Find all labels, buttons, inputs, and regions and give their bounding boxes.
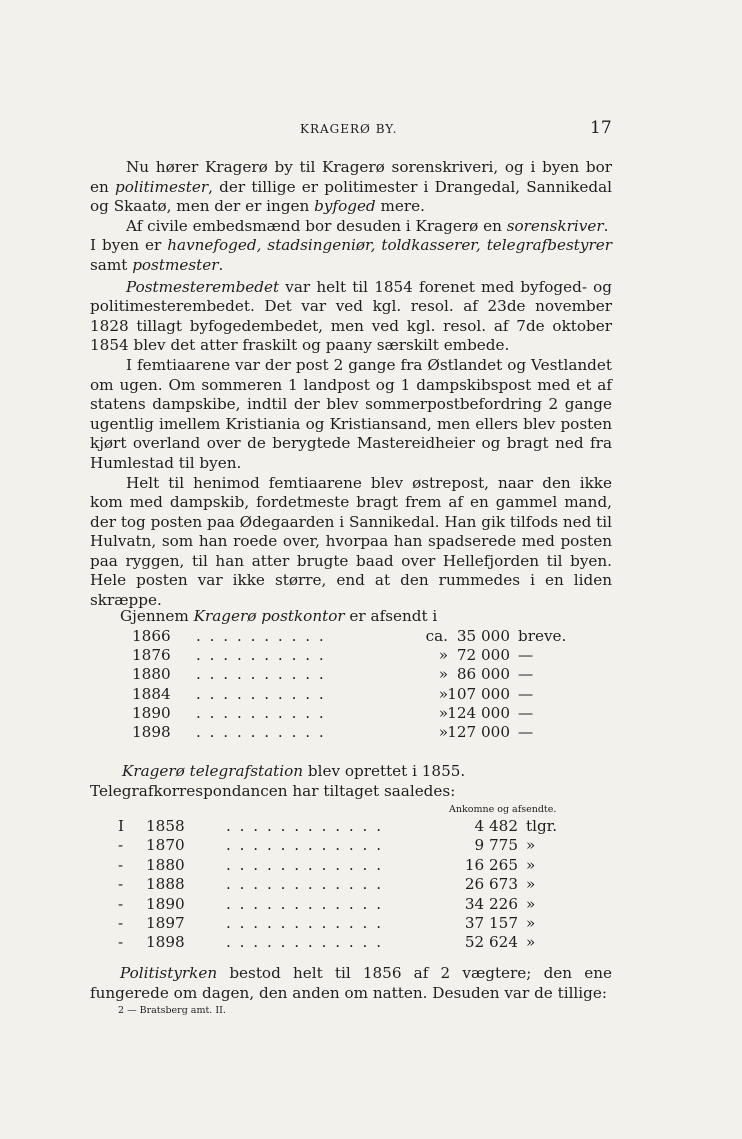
paragraph-oestrepost: Helt til henimod femtiaarene blev østrepost, naar den ikke kom med dampskib, fordetmeste bragt frem af en gammel mand, der tog posten paa Ødegaarden i Sannikedal. Han gik tilfods ned til Hulvatn, som han roede over, hvorpaa han spadserede med posten paa ryggen, til han atter brugte baad over Hellefjorden til byen. Hele posten var ikke større, end at den rummedes i en liden skræppe. [90, 473, 612, 610]
page-header [0, 118, 742, 142]
count-cell: 86 000 [456, 665, 510, 684]
unit-cell: » [526, 855, 536, 874]
unit-cell: — [518, 703, 534, 722]
prefix-cell: - [118, 933, 124, 952]
page-number: 17 [590, 118, 612, 138]
count-cell: 34 226 [464, 894, 518, 913]
count-cell: 16 265 [464, 855, 518, 874]
year-cell: 1858 [146, 817, 185, 835]
post-table-intro: Gjennem Kragerø postkontor er afsendt i [120, 607, 438, 625]
unit-cell: » [526, 836, 536, 855]
table-row [132, 665, 572, 684]
year-cell: 1880 [132, 665, 171, 684]
prefix-cell: - [118, 836, 124, 855]
signature-footer: 2 — Bratsberg amt. II. [118, 1005, 226, 1016]
count-cell: 72 000 [456, 646, 510, 665]
table-row [118, 817, 578, 836]
unit-cell: breve. [518, 627, 567, 645]
count-cell: 35 000 [456, 627, 510, 645]
year-cell: 1898 [132, 722, 171, 741]
post-table [132, 627, 572, 742]
unit-cell: » [526, 894, 536, 913]
year-cell: 1866 [132, 627, 171, 645]
telegraf-column-header: Ankomne og afsendte. [449, 804, 557, 815]
unit-cell: — [518, 665, 534, 684]
leader-dots: . . . . . . . . . . . . [226, 913, 384, 932]
unit-cell: » [526, 875, 536, 894]
leader-dots: . . . . . . . . . . . . [226, 855, 384, 874]
table-row [118, 875, 578, 894]
telegraf-table [118, 817, 578, 953]
prefix-cell: - [118, 913, 124, 932]
table-row [118, 914, 578, 933]
count-cell: 9 775 [474, 836, 518, 855]
table-row [118, 895, 578, 914]
year-cell: 1898 [146, 933, 185, 952]
leader-dots: . . . . . . . . . . [196, 684, 326, 703]
year-cell: 1880 [146, 855, 185, 874]
table-row [132, 627, 572, 646]
paragraph-postmesterembedet: Postmesterembedet var helt til 1854 forenet med byfoged- og politimesterembedet. Det var ved kgl. resol. af 23de november 1828 tillagt byfogedembedet, men ved kgl. resol. af 7de oktober 1854 blev det atter fraskilt og paany særskilt embede. [90, 277, 612, 355]
unit-cell: — [518, 684, 534, 703]
unit-cell: — [518, 646, 534, 665]
leader-dots: . . . . . . . . . . . . [226, 836, 384, 855]
prefix-cell: » [438, 646, 448, 665]
table-row [132, 685, 572, 704]
leader-dots: . . . . . . . . . . . . [226, 894, 384, 913]
prefix-cell: » [438, 722, 448, 741]
prefix-cell: - [118, 875, 124, 894]
paragraph-politimester: Nu hører Kragerø by til Kragerø sorenskriveri, og i byen bor en politimester, der tillige er politimester i Drangedal, Sannikedal og Skaatø, men der er ingen byfoged mere. [90, 158, 612, 216]
year-cell: 1897 [146, 913, 185, 932]
count-cell: 26 673 [464, 875, 518, 894]
leader-dots: . . . . . . . . . . . . [226, 875, 384, 894]
unit-cell: tlgr. [526, 817, 558, 835]
prefix-cell: » [438, 703, 448, 722]
prefix-cell: - [118, 855, 124, 874]
year-cell: 1884 [132, 684, 171, 703]
prefix-cell: » [438, 684, 448, 703]
prefix-cell: - [118, 894, 124, 913]
prefix-cell: I [118, 817, 124, 835]
running-title: KRAGERØ BY. [300, 122, 398, 136]
table-row [118, 856, 578, 875]
count-cell: 4 482 [474, 817, 518, 835]
table-row [132, 704, 572, 723]
leader-dots: . . . . . . . . . . [196, 665, 326, 684]
year-cell: 1876 [132, 646, 171, 665]
count-cell: 52 624 [464, 933, 518, 952]
year-cell: 1890 [132, 703, 171, 722]
table-row [118, 836, 578, 855]
unit-cell: » [526, 933, 536, 952]
leader-dots: . . . . . . . . . . [196, 703, 326, 722]
paragraph-post-history: I femtiaarene var der post 2 gange fra Østlandet og Vestlandet om ugen. Om sommeren 1 landpost og 1 dampskibspost med et af statens dampskibe, indtil der blev sommerpostbefordring 2 gange ugentlig imellem Kristiania og Kristiansand, men ellers blev posten kjørt overland over de berygtede Mastereidheier og bragt ned fra Humlestad til byen. [90, 355, 612, 472]
count-cell: 37 157 [464, 913, 518, 932]
table-row [132, 646, 572, 665]
closing-paragraph: Politistyrken bestod helt til 1856 af 2 vægtere; den ene fungerede om dagen, den anden om natten. Desuden var de tillige: [90, 964, 612, 1002]
body-text [90, 158, 612, 611]
count-cell: 107 000 [447, 684, 510, 703]
year-cell: 1888 [146, 875, 185, 894]
year-cell: 1890 [146, 894, 185, 913]
table-row [132, 723, 572, 742]
count-cell: 124 000 [447, 703, 510, 722]
table-row [118, 933, 578, 952]
telegraf-intro: Kragerø telegrafstation blev oprettet i 1855. Telegrafkorrespondancen har tiltaget saaledes: [90, 762, 466, 800]
prefix-cell: » [438, 665, 448, 684]
paragraph-officials: I byen er havnefoged, stadsingeniør, toldkasserer, telegrafbestyrer samt postmester. [90, 236, 612, 274]
leader-dots: . . . . . . . . . . [196, 646, 326, 665]
leader-dots: . . . . . . . . . . . . [226, 933, 384, 952]
year-cell: 1870 [146, 836, 185, 855]
leader-dots: . . . . . . . . . . [196, 722, 326, 741]
leader-dots: . . . . . . . . . . . . [226, 817, 384, 835]
leader-dots: . . . . . . . . . . [196, 627, 326, 645]
prefix-cell: ca. [425, 627, 448, 645]
unit-cell: — [518, 722, 534, 741]
unit-cell: » [526, 913, 536, 932]
paragraph-sorenskriver: Af civile embedsmænd bor desuden i Kragerø en sorenskriver. [126, 216, 609, 235]
count-cell: 127 000 [447, 722, 510, 741]
